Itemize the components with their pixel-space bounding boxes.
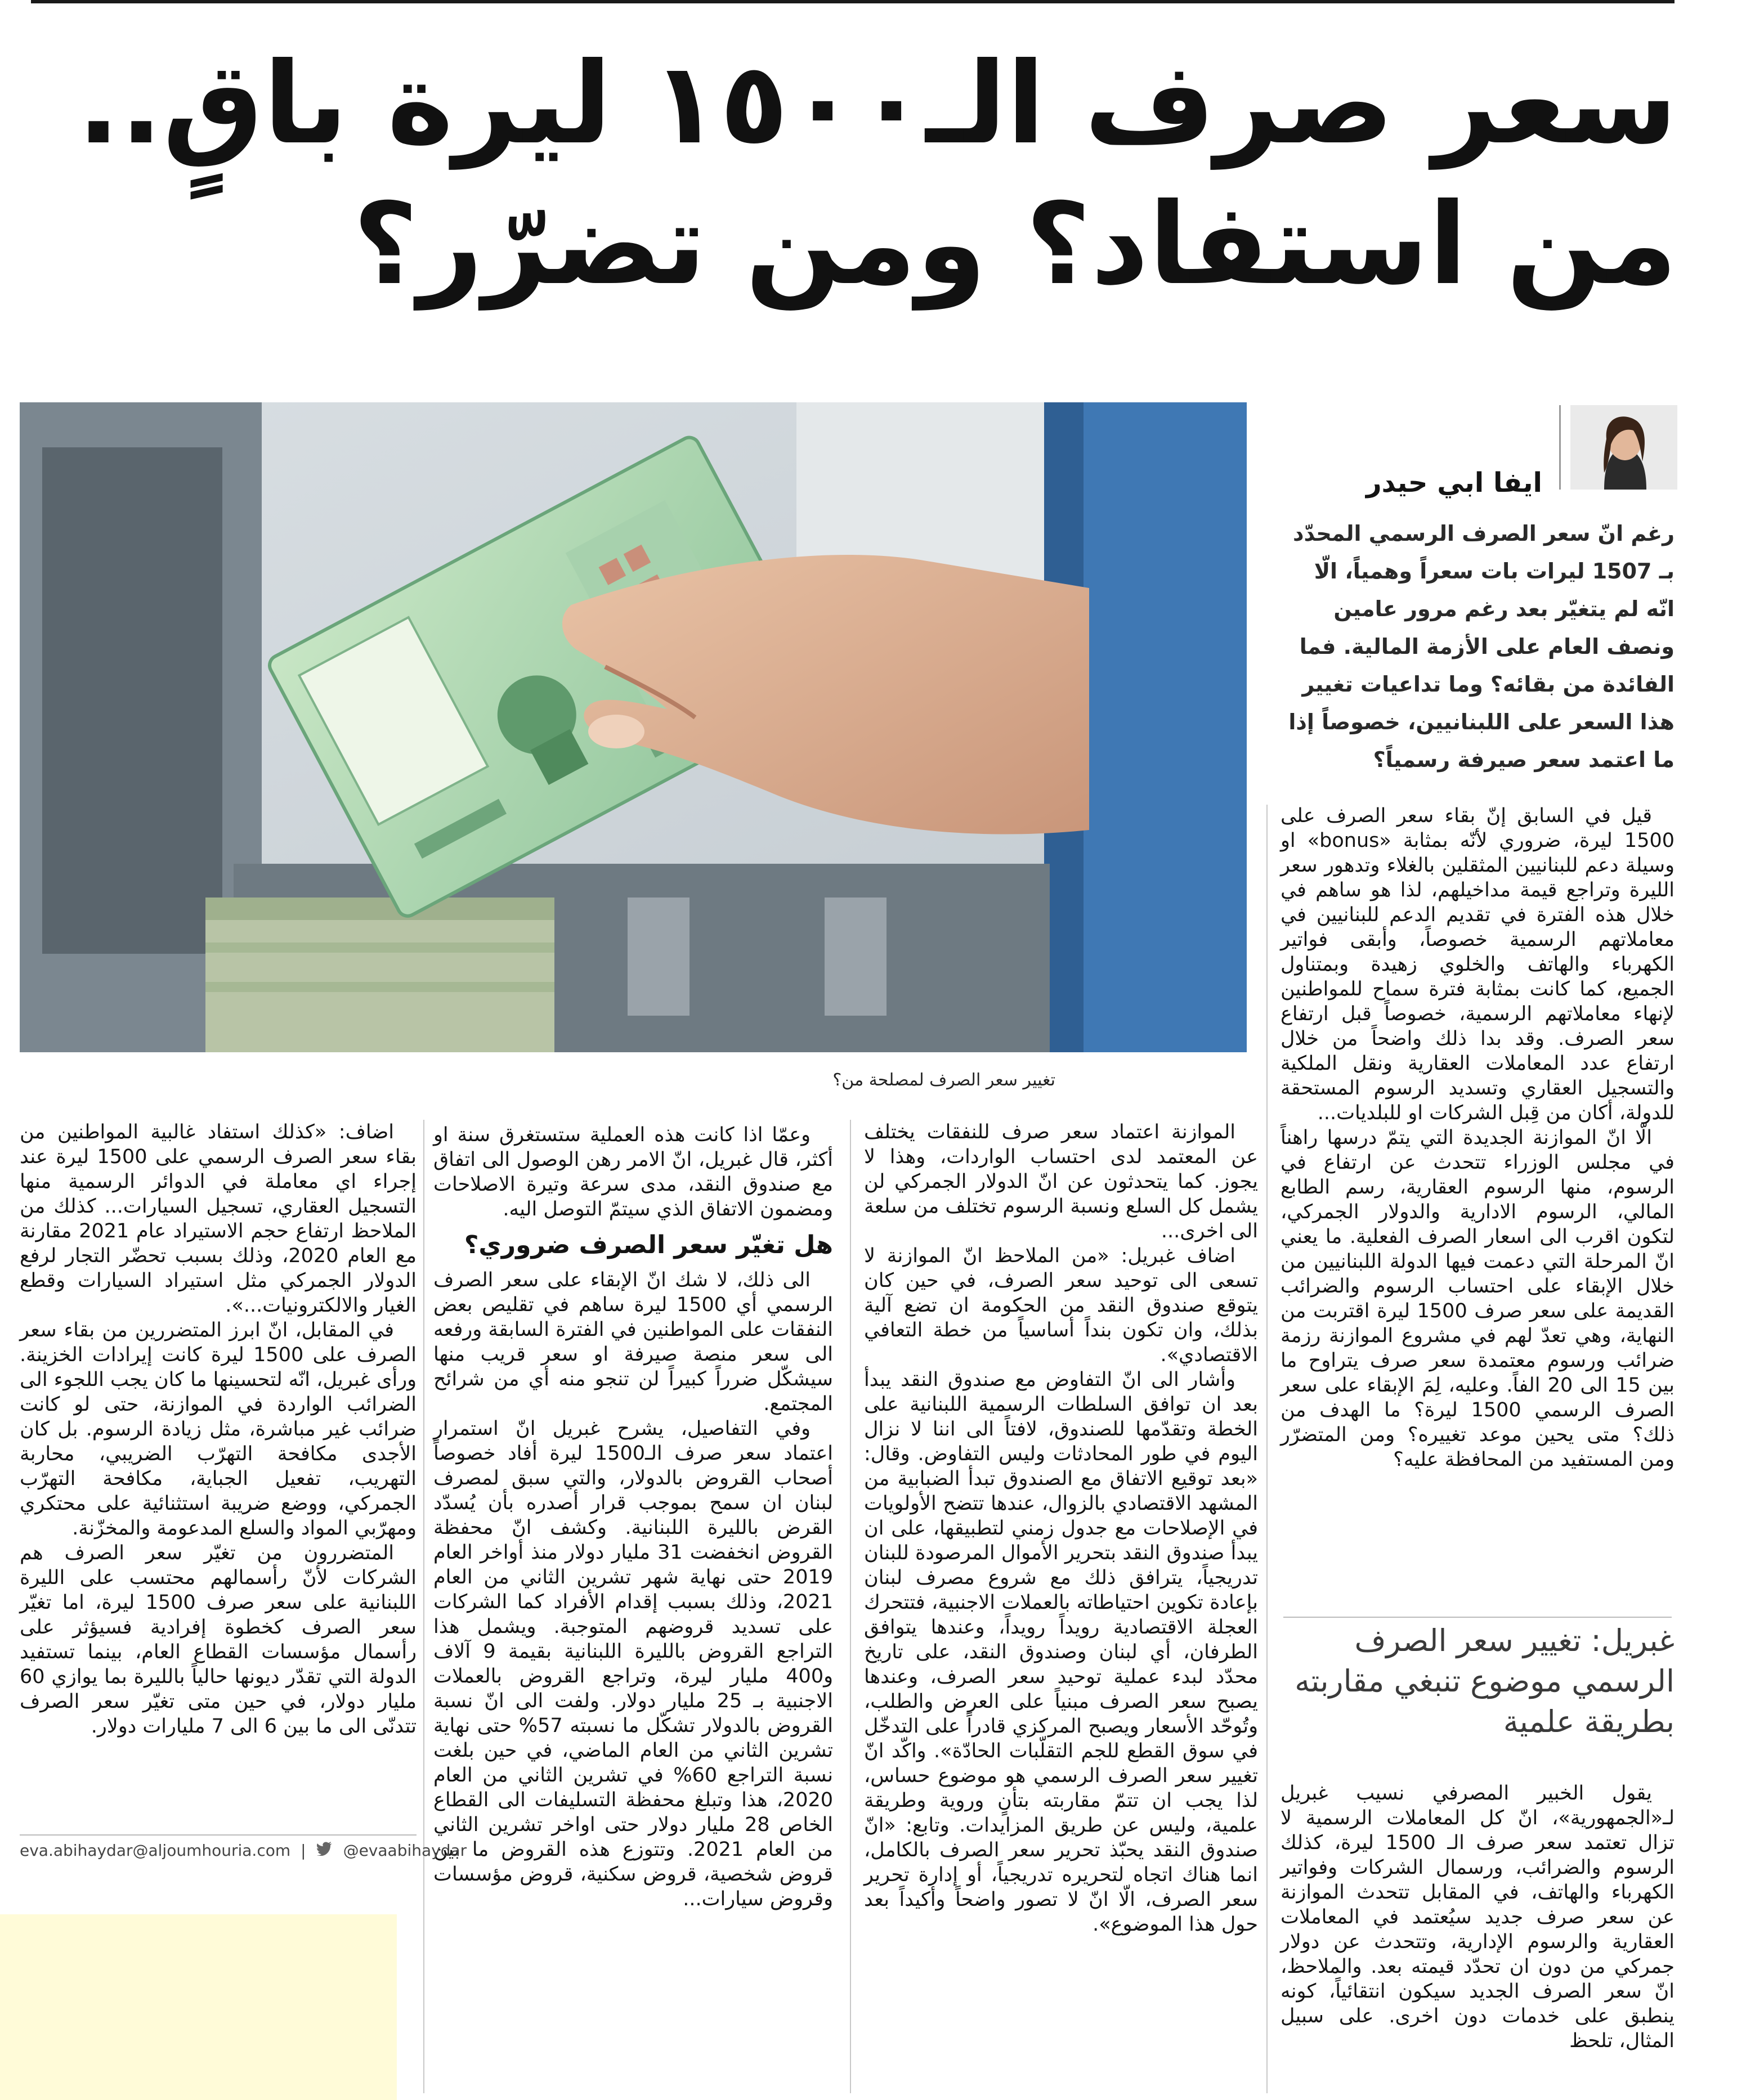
paragraph: وفي التفاصيل، يشرح غبريل انّ استمرار اعتماد سعر صرف الـ1500 ليرة أفاد خصوصاً أصحاب القروض بالدولار، والتي سبق لمصرف لبنان ان سمح بموجب قرار أصدره بأن يُسدّد القرض بالليرة اللبنانية. وكشف انّ محفظة القروض انخفضت 31 مليار دولار منذ أواخر العام 2019 حتى نهاية شهر تشرين الثاني من العام 2021، وذلك بسبب إقدام الأفراد كما الشركات على تسديد قروضهم المتوجبة. ويشمل هذا التراجع القروض بالليرة اللبنانية بقيمة 9 آلاف و400 مليار ليرة، وتراجع القروض بالعملات الاجنبية بـ 25 مليار دولار. ولفت الى انّ نسبة القروض بالدولار تشكّل ما نسبته 57% حتى نهاية تشرين الثاني من العام الماضي، في حين بلغت نسبة التراجع 60% في تشرين الثاني من العام 2020، هذا وتبلغ محفظة التسليفات الى القطاع الخاص 28 مليار دولار حتى اواخر تشرين الثاني من العام 2021. وتتوزع هذه القروض ما بين قروض شخصية، قروض سكنية، قروض مؤسسات وقروض سيارات... [433, 1417, 834, 1910]
pull-quote-rule [1283, 1617, 1672, 1618]
column-rule [850, 1120, 851, 2093]
headline [34, 34, 1677, 315]
paragraph: الموازنة اعتماد سعر صرف للنفقات يختلف عن المعتمد لدى احتساب الواردات، وهذا لا يجوز. كما يتحدثون عن انّ الدولار الجمركي لن يشمل كل السلع ونسبة الرسوم تختلف من سلعة الى اخرى... [864, 1121, 1258, 1242]
paragraph: وعمّا اذا كانت هذه العملية ستستغرق سنة او أكثر، قال غبريل، انّ الامر رهن الوصول الى اتفاق مع صندوق النقد، مدى سرعة وتيرة الاصلاحات ومضمون الاتفاق الذي سيتمّ التوصل اليه. [433, 1124, 833, 1220]
headline-line-1: سعر صرف الـ١٥٠٠ ليرة باقٍ.. [77, 38, 1677, 169]
paragraph: اضاف: «كذلك استفاد غالبية المواطنين من بقاء سعر الصرف الرسمي على 1500 ليرة عند إجراء اي معاملة في الدوائر الرسمية منها التسجيل العقاري، تسجيل السيارات... كذلك من الملاحظ ارتفاع حجم الاستيراد عام 2021 مقارنة مع العام 2020، وذلك بسبب تحضّر التجار لرفع الدولار الجمركي مثل استيراد السيارات وقطع الغيار والالكترونيات...». [20, 1121, 417, 1317]
column-rule [1266, 805, 1268, 2093]
author-name: ايفا ابي حيدر [1365, 467, 1542, 499]
paragraph: الّا انّ الموازنة الجديدة التي يتمّ درسها راهناً في مجلس الوزراء تتحدث عن ارتفاع في الرسوم، منها الرسوم العقارية، رسم الطابع المالي، الرسوم الادارية والدولار الجمركي، لتكون اقرب الى اسعار الصرف الفعلية. ما يعني انّ المرحلة التي دعمت فيها الدولة اللبنانيين من خلال الإبقاء على احتساب الرسوم والضرائب القديمة على سعر صرف 1500 ليرة اقتربت من النهاية، وهي تعدّ لهم في مشروع الموازنة رزمة ضرائب ورسوم معتمدة سعر صرف يتراوح ما بين 15 الى 20 الفاً. وعليه، لِمَ الإبقاء على سعر الصرف الرسمي 1500 ليرة؟ ما الهدف من ذلك؟ متى يحين موعد تغييره؟ ومن المتضرّر ومن المستفيد من المحافظة عليه؟ [1281, 1127, 1675, 1471]
paragraph: في المقابل، انّ ابرز المتضررين من بقاء سعر الصرف على 1500 ليرة كانت إيرادات الخزينة. ورأى غبريل، انّه لتحسينها ما كان يجب اللجوء الى الضرائب الواردة في الموازنة، حتى لو كانت ضرائب غير مباشرة، مثل زيادة الرسوم. بل كان الأجدى مكافحة التهرّب الضريبي، محاربة التهريب، تفعيل الجباية، مكافحة التهرّب الجمركي، ووضع ضريبة استثنائية على محتكري ومهرّبي المواد والسلع المدعومة والمخزّنة. [20, 1319, 417, 1540]
article-column-4 [20, 1120, 417, 1739]
author-portrait-icon [1570, 405, 1677, 490]
lead-paragraph: رغم انّ سعر الصرف الرسمي المحدّد بـ 1507 ليرات بات سعراً وهمياً، الّا انّه لم يتغيّر بعد رغم مرور عامين ونصف العام على الأزمة المالية. فما الفائدة من بقائه؟ وما تداعيات تغيير هذا السعر على اللبنانيين، خصوصاً إذا ما اعتمد سعر صيرفة رسمياً؟ [1288, 521, 1675, 772]
column-rule [423, 1120, 424, 2093]
paragraph: المتضررون من تغيّر سعر الصرف هم الشركات لأنّ رأسمالهم محتسب على الليرة اللبنانية على سعر صرف 1500 ليرة، اما تغيّر سعر الصرف كخطوة إفرادية فسيؤثر على رأسمال مؤسسات القطاع العام، بينما تستفيد الدولة التي تقدّر ديونها حالياً بالليرة بما يوازي 60 مليار دولار، في حين متى تغيّر سعر الصرف تتدنّى الى ما بين 6 الى 7 مليارات دولار. [20, 1542, 417, 1738]
twitter-icon [316, 1841, 333, 1860]
article-column-2 [864, 1120, 1258, 1937]
contact-rule [20, 1834, 417, 1836]
author-contact [20, 1841, 467, 1860]
banknotes-illustration [20, 402, 1247, 1052]
paragraph: يقول الخبير المصرفي نسيب غبريل لـ«الجمهورية»، انّ كل المعاملات الرسمية لا تزال تعتمد سعر صرف الـ 1500 ليرة، كذلك الرسوم والضرائب، ورسمال الشركات وفواتير الكهرباء والهاتف، في المقابل تتحدث الموازنة عن سعر صرف جديد سيُعتمد في المعاملات العقارية والرسوم الإدارية، وتتحدث عن دولار جمركي من دون ان تحدّد قيمته بعد. والملاحظ، انّ سعر الصرف الجديد سيكون انتقائياً، كونه ينطبق على خدمات دون اخرى. على سبيل المثال، تلحظ [1281, 1782, 1675, 2052]
author-avatar [1570, 405, 1677, 490]
paragraph: الى ذلك، لا شك انّ الإبقاء على سعر الصرف الرسمي أي 1500 ليرة ساهم في تقليص بعض النفقات على المواطنين في الفترة السابقة ورفعه الى سعر منصة صيرفة او سعر قريب منها سيشكّل ضرراً كبيراً لن تنجو منه أي من شرائح المجتمع. [433, 1269, 834, 1415]
pull-quote: غبريل: تغيير سعر الصرف الرسمي موضوع تنبغي مقاربته بطريقة علمية [1295, 1623, 1675, 1739]
paragraph: اضاف غبريل: «من الملاحظ انّ الموازنة لا تسعى الى توحيد سعر الصرف، في حين كان يتوقع صندوق النقد من الحكومة ان تضع آلية بذلك، وان تكون بنداً أساسياً من خطة التعافي الاقتصادي». [864, 1245, 1258, 1366]
byline-divider [1559, 405, 1561, 490]
article-column-3 [433, 1123, 833, 1911]
banknotes-photo [20, 402, 1247, 1052]
paragraph: قيل في السابق إنّ بقاء سعر الصرف على 1500 ليرة، ضروري لأنّه بمثابة «bonus» او وسيلة دعم للبنانيين المثقلين بالغلاء وتدهور سعر الليرة وتراجع قيمة مداخيلهم، لذا هو ساهم في خلال هذه الفترة في تقديم الدعم للبنانيين في معاملاتهم الرسمية خصوصاً، وأبقى فواتير الكهرباء والهاتف والخلوي زهيدة وبمتناول الجميع، كما كانت بمثابة فترة سماح للمواطنين لإنهاء معاملاتهم الرسمية، خصوصاً قبل ارتفاع سعر الصرف. وقد بدا ذلك واضحاً من خلال ارتفاع عدد المعاملات العقارية ونقل الملكية والتسجيل العقاري وتسديد الرسوم المستحقة للدولة، أكان من قِبل الشركات او للبلديات... [1281, 805, 1675, 1124]
top-rule [31, 0, 1675, 3]
section-subheading: هل تغيّر سعر الصرف ضروري؟ [464, 1231, 833, 1259]
author-email[interactable]: eva.abihaydar@aljoumhouria.com [20, 1841, 291, 1860]
article-column-1-continued [1281, 1781, 1675, 2053]
photo-caption: تغيير سعر الصرف لمصلحة من؟ [832, 1070, 1055, 1090]
headline-line-2: من استفاد؟ ومن تضرّر؟ [352, 179, 1677, 310]
article-column-1 [1281, 804, 1675, 1472]
paragraph: وأشار الى انّ التفاوض مع صندوق النقد يبدأ بعد ان توافق السلطات الرسمية اللبنانية على الخطة وتقدّمها للصندوق، لافتاً الى اننا لا نزال اليوم في طور المحادثات وليس التفاوض. وقال: «بعد توقيع الاتفاق مع الصندوق تبدأ الضبابية من المشهد الاقتصادي بالزوال، عندها تتضح الأولويات في الإصلاحات مع جدول زمني لتطبيقها، على ان يبدأ صندوق النقد بتحرير الأموال المرصودة للبنان تدريجياً، يترافق ذلك مع شروع مصرف لبنان بإعادة تكوين احتياطاته بالعملات الاجنبية، فتتحرك العجلة الاقتصادية رويداً رويداً، وعندها يتوافق الطرفان، أي لبنان وصندوق النقد، على تاريخ محدّد لبدء عملية توحيد سعر الصرف، وعندها يصبح سعر الصرف مبنياً على العرض والطلب، وتُوحّد الأسعار ويصبح المركزي قادراً على التدخّل في سوق القطع للجم التقلّبات الحادّة». واكّد انّ تغيير سعر الصرف الرسمي هو موضوع حساس، لذا يجب ان تتمّ مقاربته بتأنٍ وروية وطريقة علمية، وليس عن طريق المزايدات. وتابع: «انّ صندوق النقد يحبّذ تحرير سعر الصرف بالكامل، انما هناك اتجاه لتحريره تدريجياً، أو إدارة تحرير سعر الصرف، الّا انّ لا تصور واضحاً وأكيداً بعد حول هذا الموضوع». [864, 1368, 1258, 1936]
contact-separator: | [301, 1841, 306, 1860]
yellow-highlight-box [0, 1914, 397, 2100]
author-twitter-handle[interactable]: @evaabihaydar [343, 1841, 467, 1860]
